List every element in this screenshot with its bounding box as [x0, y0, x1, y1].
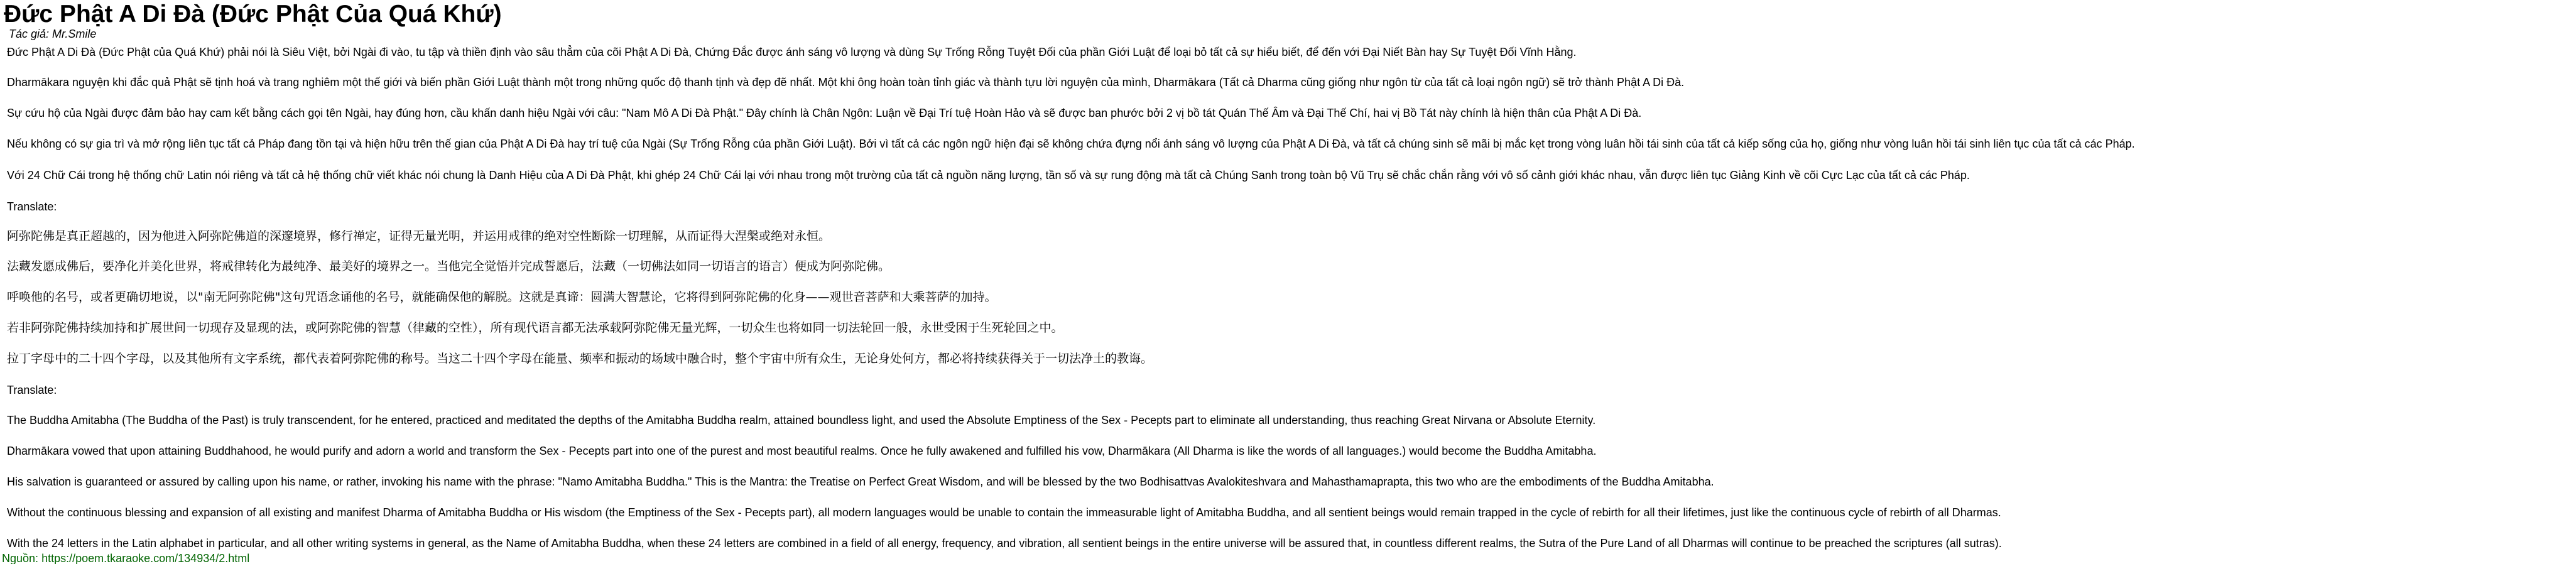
source-link[interactable]: https://poem.tkaraoke.com/134934/2.html [41, 552, 250, 564]
page-title: Đức Phật A Di Đà (Đức Phật Của Quá Khứ) [4, 1, 502, 28]
source-line [2, 553, 249, 564]
zh-paragraph: 呼唤他的名号，或者更确切地说，以"南无阿弥陀佛"这句咒语念诵他的名号，就能确保他的解脱。这就是真谛：圆满大智慧论，它将得到阿弥陀佛的化身——观世音菩萨和大乘菩萨的加持。 [7, 290, 997, 304]
vi-paragraph: Nếu không có sự gia trì và mở rộng liên tục tất cả Pháp đang tồn tại và hiện hữu trên thế gian của Phật A Di Đà hay trí tuệ của Ngài (Sự Trống Rỗng của phần Giới Luật). Bởi vì tất cả các ngôn ngữ hiện đại sẽ không chứa đựng nổi ánh sáng vô lượng của Phật A Di Đà, và tất cả chúng sinh sẽ mãi bị mắc kẹt trong vòng luân hồi tái sinh của tất cả kiếp sống của họ, giống như vòng luân hồi tái sinh liên tục của tất cả các Pháp. [7, 138, 2135, 150]
en-paragraph: With the 24 letters in the Latin alphabet in particular, and all other writing systems in general, as the Name of Amitabha Buddha, when these 24 letters are combined in a field of all energy, frequency, and vibration, all sentient beings in the entire universe will be assured that, in countless different realms, the Sutra of the Pure Land of all Dharmas will continue to be preached the scriptures (all sutras). [7, 537, 2002, 550]
translate-label: Translate: [7, 200, 57, 213]
en-paragraph: The Buddha Amitabha (The Buddha of the Past) is truly transcendent, for he entered, practiced and meditated the depths of the Amitabha Buddha realm, attained boundless light, and used the Absolute Emptiness of the Sex - Pecepts part to eliminate all understanding, thus reaching Great Nirvana or Absolute Eternity. [7, 414, 1596, 426]
vi-paragraph: Với 24 Chữ Cái trong hệ thống chữ Latin nói riêng và tất cả hệ thống chữ viết khác nói chung là Danh Hiệu của A Di Đà Phật, khi ghép 24 Chữ Cái lại với nhau trong một trường của tất cả nguồn năng lượng, tần số và sự rung động mà tất cả Chúng Sanh trong toàn bộ Vũ Trụ sẽ chắc chắn rằng với vô số cảnh giới khác nhau, vẫn được liên tục Giảng Kinh về cõi Cực Lạc của tất cả các Pháp. [7, 169, 1970, 182]
vi-paragraph: Đức Phật A Di Đà (Đức Phật của Quá Khứ) phải nói là Siêu Việt, bởi Ngài đi vào, tu tập và thiền định vào sâu thẳm của cõi Phật A Di Đà, Chứng Đắc được ánh sáng vô lượng và dùng Sự Trống Rỗng Tuyệt Đối của phần Giới Luật để loại bỏ tất cả sự hiểu biết, để đến với Đại Niết Bàn hay Sự Tuyệt Đối Vĩnh Hằng. [7, 46, 1577, 58]
zh-paragraph: 法藏发愿成佛后，要净化并美化世界，将戒律转化为最纯净、最美好的境界之一。当他完全觉悟并完成誓愿后，法藏（一切佛法如同一切语言的语言）便成为阿弥陀佛。 [7, 259, 891, 273]
source-label: Nguồn: [2, 552, 39, 564]
author-line: Tác giả: Mr.Smile [9, 28, 97, 40]
en-paragraph: His salvation is guaranteed or assured by calling upon his name, or rather, invoking his name with the phrase: "Namo Amitabha Buddha." This is the Mantra: the Treatise on Perfect Great Wisdom, and will be blessed by the two Bodhisattvas Avalokiteshvara and Mahasthamaprapta, this two who are the embodiments of the Buddha Amitabha. [7, 475, 1714, 488]
translate-label: Translate: [7, 384, 57, 396]
vi-paragraph: Sự cứu hộ của Ngài được đảm bảo hay cam kết bằng cách gọi tên Ngài, hay đúng hơn, cầu khấn danh hiệu Ngài với câu: "Nam Mô A Di Đà Phật." Đây chính là Chân Ngôn: Luận về Đại Trí tuệ Hoàn Hảo và sẽ được ban phước bởi 2 vị bồ tát Quán Thế Âm và Đại Thế Chí, hai vị Bồ Tát này chính là hiện thân của Phật A Di Đà. [7, 107, 1642, 119]
en-paragraph: Without the continuous blessing and expansion of all existing and manifest Dharma of Amitabha Buddha or His wisdom (the Emptiness of the Sex - Pecepts part), all modern languages would be unable to contain the immeasurable light of Amitabha Buddha, and all sentient beings would remain trapped in the cycle of rebirth for all their lifetimes, just like the continuous cycle of rebirth of all Dharmas. [7, 506, 2001, 519]
zh-paragraph: 阿弥陀佛是真正超越的，因为他进入阿弥陀佛道的深邃境界，修行禅定，证得无量光明，并运用戒律的绝对空性断除一切理解，从而证得大涅槃或绝对永恒。 [7, 229, 831, 243]
vi-paragraph: Dharmākara nguyện khi đắc quả Phật sẽ tịnh hoá và trang nghiêm một thế giới và biến phần Giới Luật thành một trong những quốc độ thanh tịnh và đẹp đẽ nhất. Một khi ông hoàn toàn tỉnh giác và thành tựu lời nguyện của mình, Dharmākara (Tất cả Dharma cũng giống như ngôn từ của tất cả loại ngôn ngữ) sẽ trở thành Phật A Di Đà. [7, 76, 1685, 89]
zh-paragraph: 拉丁字母中的二十四个字母，以及其他所有文字系统，都代表着阿弥陀佛的称号。当这二十四个字母在能量、频率和振动的场域中融合时，整个宇宙中所有众生，无论身处何方，都必将持续获得关于一切法净土的教诲。 [7, 352, 1153, 366]
zh-paragraph: 若非阿弥陀佛持续加持和扩展世间一切现存及显现的法，或阿弥陀佛的智慧（律藏的空性），所有现代语言都无法承载阿弥陀佛无量光辉，一切众生也将如同一切法轮回一般，永世受困于生死轮回之中。 [7, 321, 1063, 335]
en-paragraph: Dharmākara vowed that upon attaining Buddhahood, he would purify and adorn a world and transform the Sex - Pecepts part into one of the purest and most beautiful realms. Once he fully awakened and fulfilled his vow, Dharmākara (All Dharma is like the words of all languages.) would become the Buddha Amitabha. [7, 445, 1597, 457]
